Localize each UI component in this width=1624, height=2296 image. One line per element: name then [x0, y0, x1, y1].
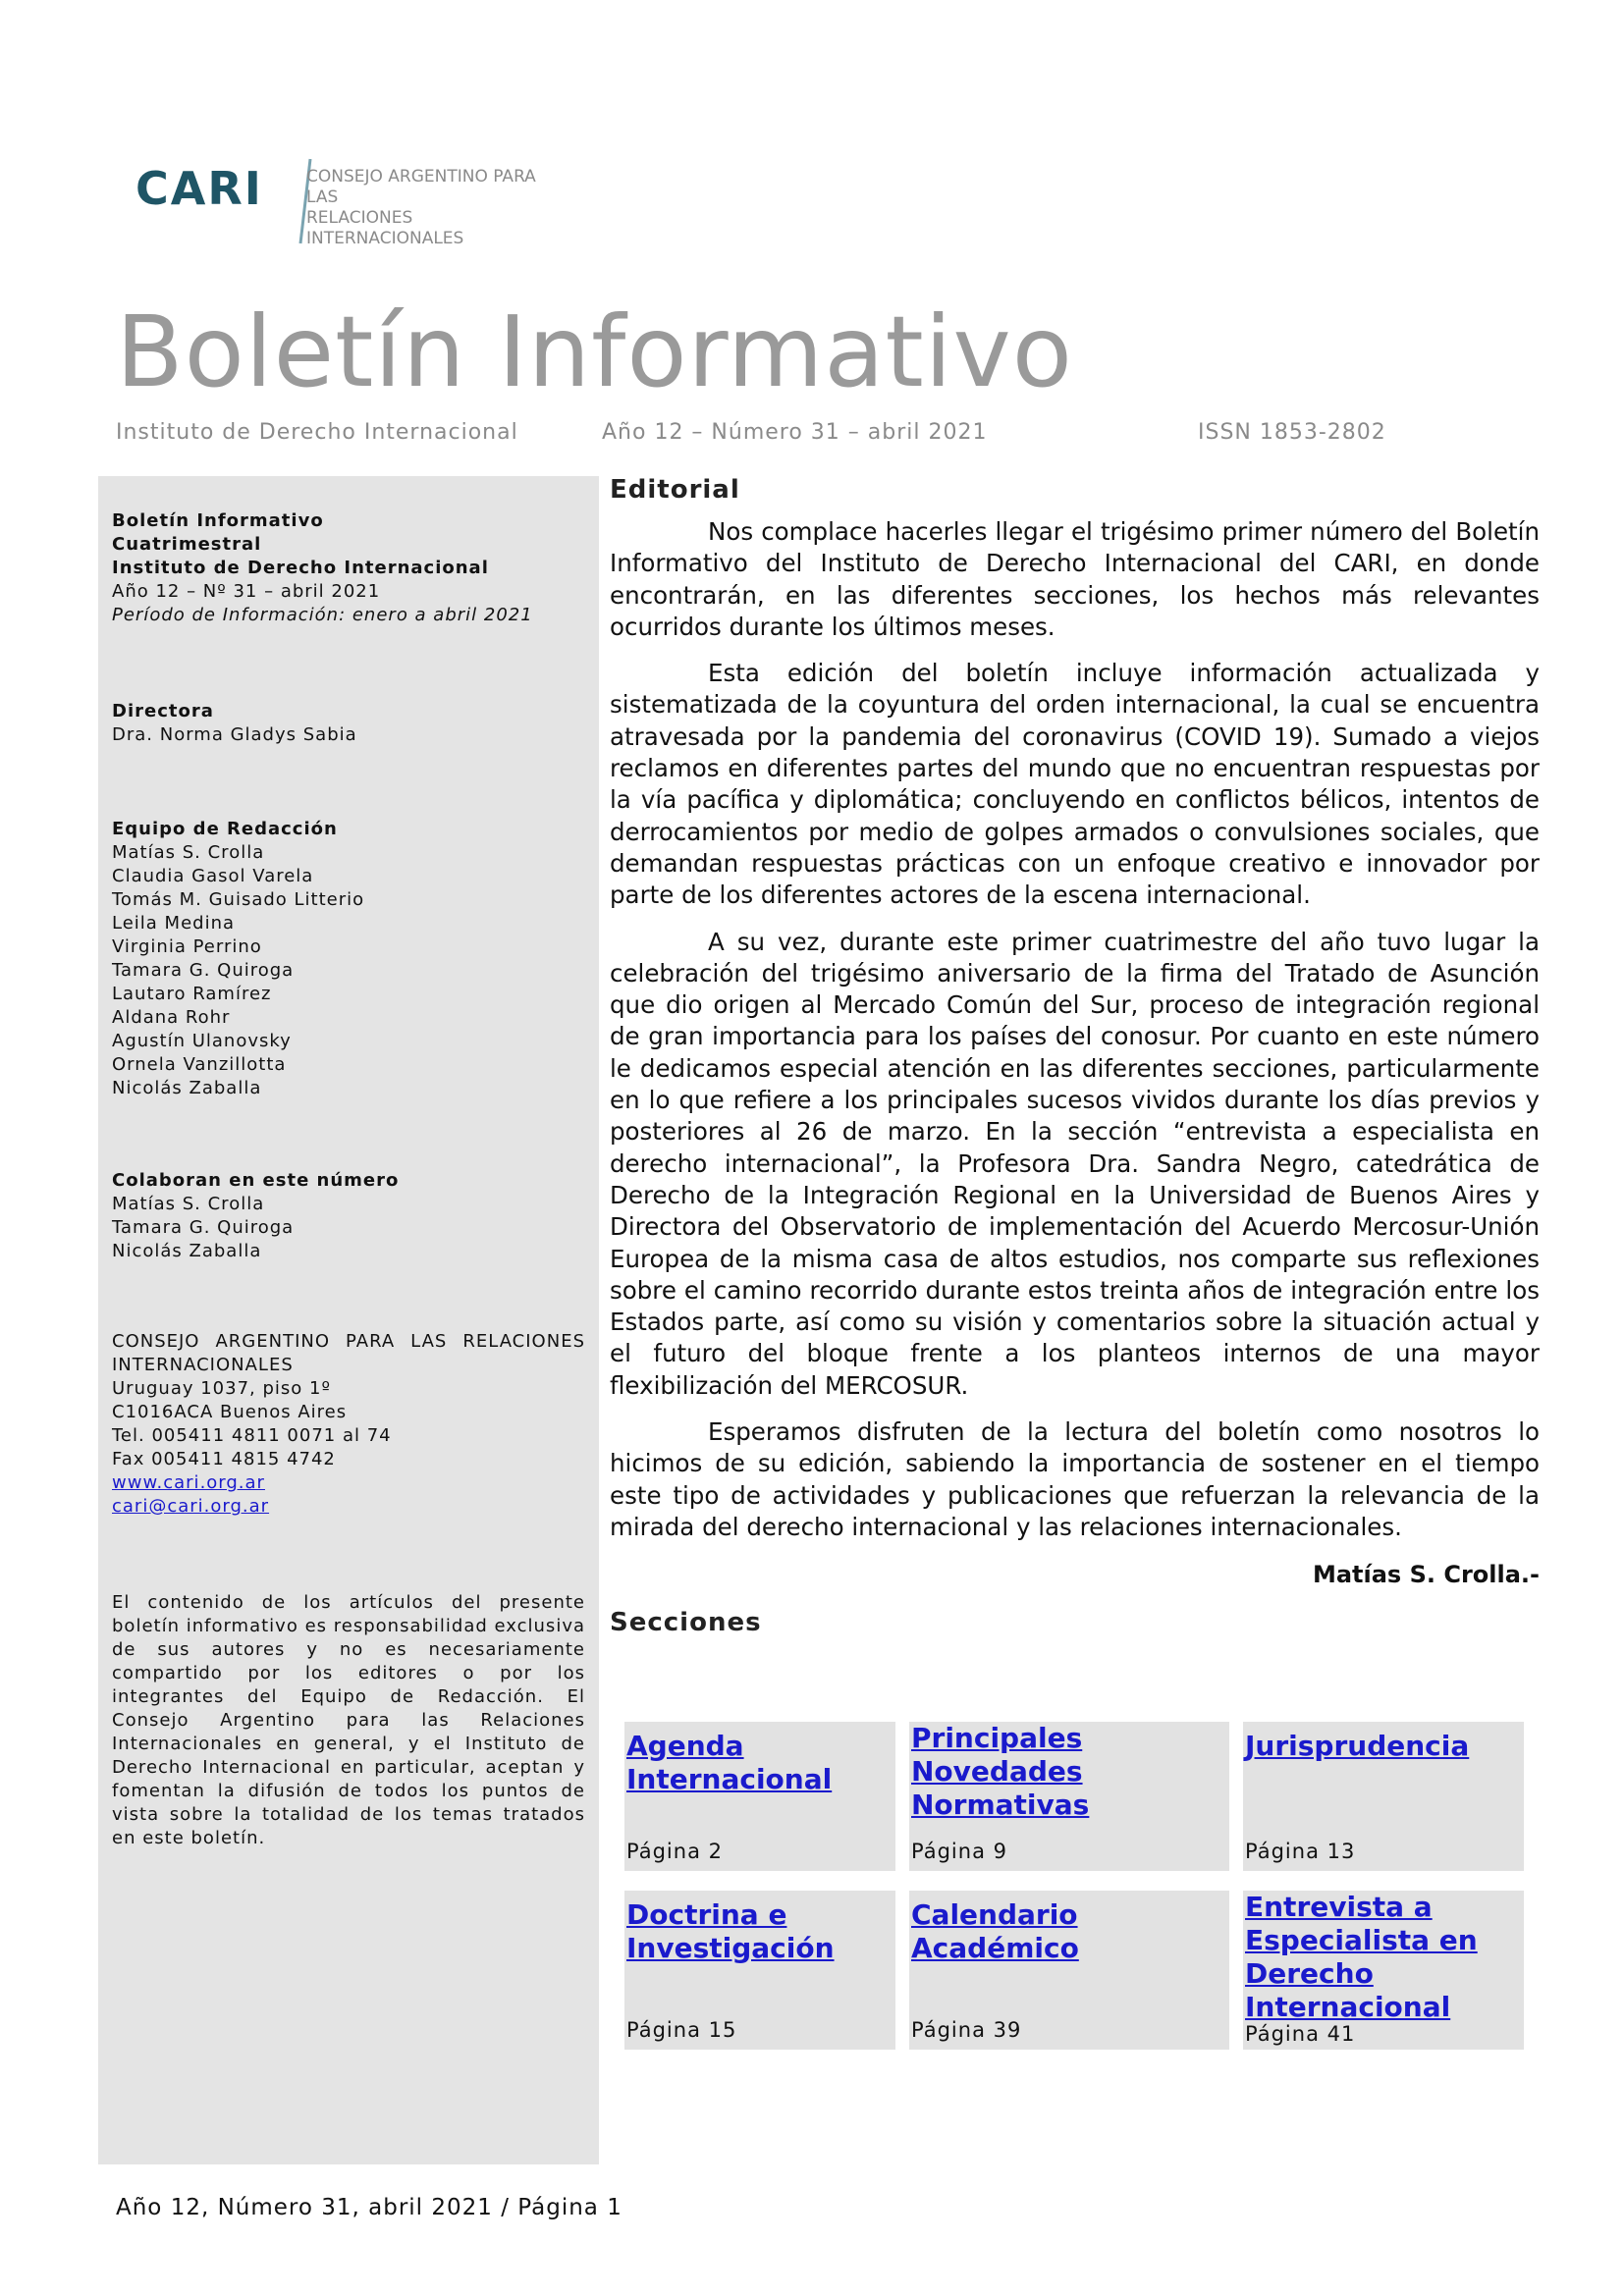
- director-block: [112, 700, 585, 747]
- editorial-signature: Matías S. Crolla.-: [1312, 1561, 1540, 1589]
- collab-member: Tamara G. Quiroga: [112, 1217, 295, 1238]
- team-member: Tomás M. Guisado Litterio: [112, 889, 365, 910]
- team-member: Agustín Ulanovsky: [112, 1031, 292, 1051]
- team-member: Matías S. Crolla: [112, 842, 265, 863]
- sidebar: [98, 476, 599, 2164]
- contact-block: [112, 1330, 585, 1519]
- team-member: Aldana Rohr: [112, 1007, 231, 1028]
- director-heading: Directora: [112, 701, 214, 721]
- team-member: Lautaro Ramírez: [112, 984, 272, 1004]
- contact-address2: C1016ACA Buenos Aires: [112, 1402, 348, 1422]
- section-card-calendario[interactable]: [909, 1891, 1229, 2050]
- team-member: Virginia Perrino: [112, 936, 262, 957]
- contact-org: CONSEJO ARGENTINO PARA LAS RELACIONES INTERNACIONALES: [112, 1331, 585, 1375]
- section-card-novedades[interactable]: [909, 1722, 1229, 1871]
- publication-period: Período de Información: enero a abril 2021: [112, 605, 533, 625]
- editorial-paragraph: Nos complace hacerles llegar el trigésimo primer número del Boletín Informativo del Instituto de Derecho Internacional del CARI, en donde encontrarán, en las diferentes secciones, los hechos más relevantes ocurridos durante los últimos meses.: [610, 517, 1540, 641]
- editorial-paragraph: Esperamos disfruten de la lectura del boletín como nosotros lo hicimos de su edición, sabiendo la importancia de sostener en el tiempo este tipo de actividades y publicaciones que refuerzan la relevancia de la mirada del derecho internacional y las relaciones internacionales.: [610, 1417, 1540, 1541]
- section-page: Página 9: [911, 1840, 1007, 1863]
- section-link-agenda[interactable]: Agenda Internacional: [626, 1730, 833, 1795]
- publication-issue: Año 12 – Nº 31 – abril 2021: [112, 581, 381, 602]
- section-link-entrevista[interactable]: Entrevista a Especialista en Derecho Internacional: [1245, 1891, 1478, 2023]
- section-page: Página 2: [626, 1840, 723, 1863]
- section-card-jurisprudencia[interactable]: [1243, 1722, 1524, 1871]
- publication-line1: Boletín Informativo: [112, 510, 324, 531]
- issn: ISSN 1853-2802: [1198, 420, 1386, 445]
- contact-tel: Tel. 005411 4811 0071 al 74: [112, 1425, 392, 1446]
- editorial-paragraph: A su vez, durante este primer cuatrimestre del año tuvo lugar la celebración del trigésimo aniversario de la firma del Tratado de Asunción que dio origen al Mercado Común del Sur, proceso de integración regional de gran importancia para los países del conosur. Por cuanto en este número le dedicamos especial atención en las diferentes secciones, particularmente en lo que refiere a los principales sucesos vividos durante los días previos y posteriores al 26 de marzo. En la sección “entrevista a especialista en derecho internacional”, la Profesora Dra. Sandra Negro, catedrática de Derecho de la Integración Regional en la Universidad de Buenos Aires y Directora del Observatorio de implementación del Acuerdo Mercosur-Unión Europea de la misma casa de altos estudios, nos comparte sus reflexiones sobre el camino recorrido durante estos treinta años de integración entre los Estados parte, así como su visión y comentarios sobre la situación actual y el futuro del bloque frente a los planteos internos de una mayor flexibilización del MERCOSUR.: [610, 927, 1540, 1400]
- section-link-doctrina[interactable]: Doctrina e Investigación: [626, 1898, 835, 1964]
- collab-heading: Colaboran en este número: [112, 1170, 400, 1191]
- collab-member: Nicolás Zaballa: [112, 1241, 262, 1261]
- publication-block: [112, 509, 585, 627]
- team-heading: Equipo de Redacción: [112, 819, 338, 839]
- director-name: Dra. Norma Gladys Sabia: [112, 724, 357, 745]
- collab-member: Matías S. Crolla: [112, 1194, 265, 1214]
- contact-address1: Uruguay 1037, piso 1º: [112, 1378, 331, 1399]
- page-footer: Año 12, Número 31, abril 2021 / Página 1: [116, 2195, 623, 2220]
- team-member: Claudia Gasol Varela: [112, 866, 314, 886]
- publication-line3: Instituto de Derecho Internacional: [112, 558, 489, 578]
- logo-subtitle-line1: CONSEJO ARGENTINO PARA LAS: [306, 167, 536, 207]
- section-page: Página 13: [1245, 1840, 1356, 1863]
- section-card-agenda[interactable]: [624, 1722, 895, 1871]
- logo-subtitle: [306, 167, 571, 249]
- team-member: Leila Medina: [112, 913, 236, 934]
- website-link[interactable]: www.cari.org.ar: [112, 1472, 265, 1493]
- team-member: Nicolás Zaballa: [112, 1078, 262, 1098]
- section-link-calendario[interactable]: Calendario Académico: [911, 1898, 1079, 1964]
- sections-heading: Secciones: [610, 1608, 762, 1638]
- issue-info: Año 12 – Número 31 – abril 2021: [602, 420, 988, 445]
- section-link-jurisprudencia[interactable]: Jurisprudencia: [1245, 1730, 1470, 1762]
- section-card-doctrina[interactable]: [624, 1891, 895, 2050]
- team-block: [112, 818, 585, 1100]
- section-card-entrevista[interactable]: [1243, 1891, 1524, 2050]
- publication-line2: Cuatrimestral: [112, 534, 262, 555]
- collab-block: [112, 1169, 585, 1263]
- logo-word: CARI: [135, 162, 263, 215]
- section-page: Página 15: [626, 2018, 737, 2042]
- contact-fax: Fax 005411 4815 4742: [112, 1449, 336, 1469]
- cari-logo: [135, 157, 568, 255]
- email-link[interactable]: cari@cari.org.ar: [112, 1496, 270, 1517]
- team-member: Ornela Vanzillotta: [112, 1054, 287, 1075]
- page-title: Boletín Informativo: [116, 294, 1073, 409]
- editorial-paragraph: Esta edición del boletín incluye información actualizada y sistematizada de la coyuntura del orden internacional, la cual se encuentra atravesada por la pandemia del coronavirus (COVID 19). Sumado a viejos reclamos en diferentes partes del mundo que no encuentran respuestas por la vía pacífica y diplomática; concluyendo en conflictos bélicos, intentos de derrocamientos por medio de golpes armados o convulsiones sociales, que demandan respuestas prácticas con un enfoque creativo e innovador por parte de los diferentes actores de la escena internacional.: [610, 659, 1540, 910]
- logo-subtitle-line2: RELACIONES INTERNACIONALES: [306, 208, 464, 248]
- institute-name: Instituto de Derecho Internacional: [116, 420, 518, 445]
- section-link-novedades[interactable]: Principales Novedades Normativas: [911, 1722, 1090, 1821]
- main-content: [610, 475, 1540, 1637]
- section-page: Página 39: [911, 2018, 1022, 2042]
- team-member: Tamara G. Quiroga: [112, 960, 295, 981]
- editorial-heading: Editorial: [610, 475, 740, 505]
- disclaimer: El contenido de los artículos del presente boletín informativo es responsabilidad exclusiva de sus autores y no es necesariamente compartido por los editores o por los integrantes del Equipo de Redacción. El Consejo Argentino para las Relaciones Internacionales en general, y el Instituto de Derecho Internacional en particular, aceptan y fomentan la difusión de todos los puntos de vista sobre la totalidad de los temas tratados en este boletín.: [112, 1592, 585, 1848]
- section-page: Página 41: [1245, 2022, 1356, 2046]
